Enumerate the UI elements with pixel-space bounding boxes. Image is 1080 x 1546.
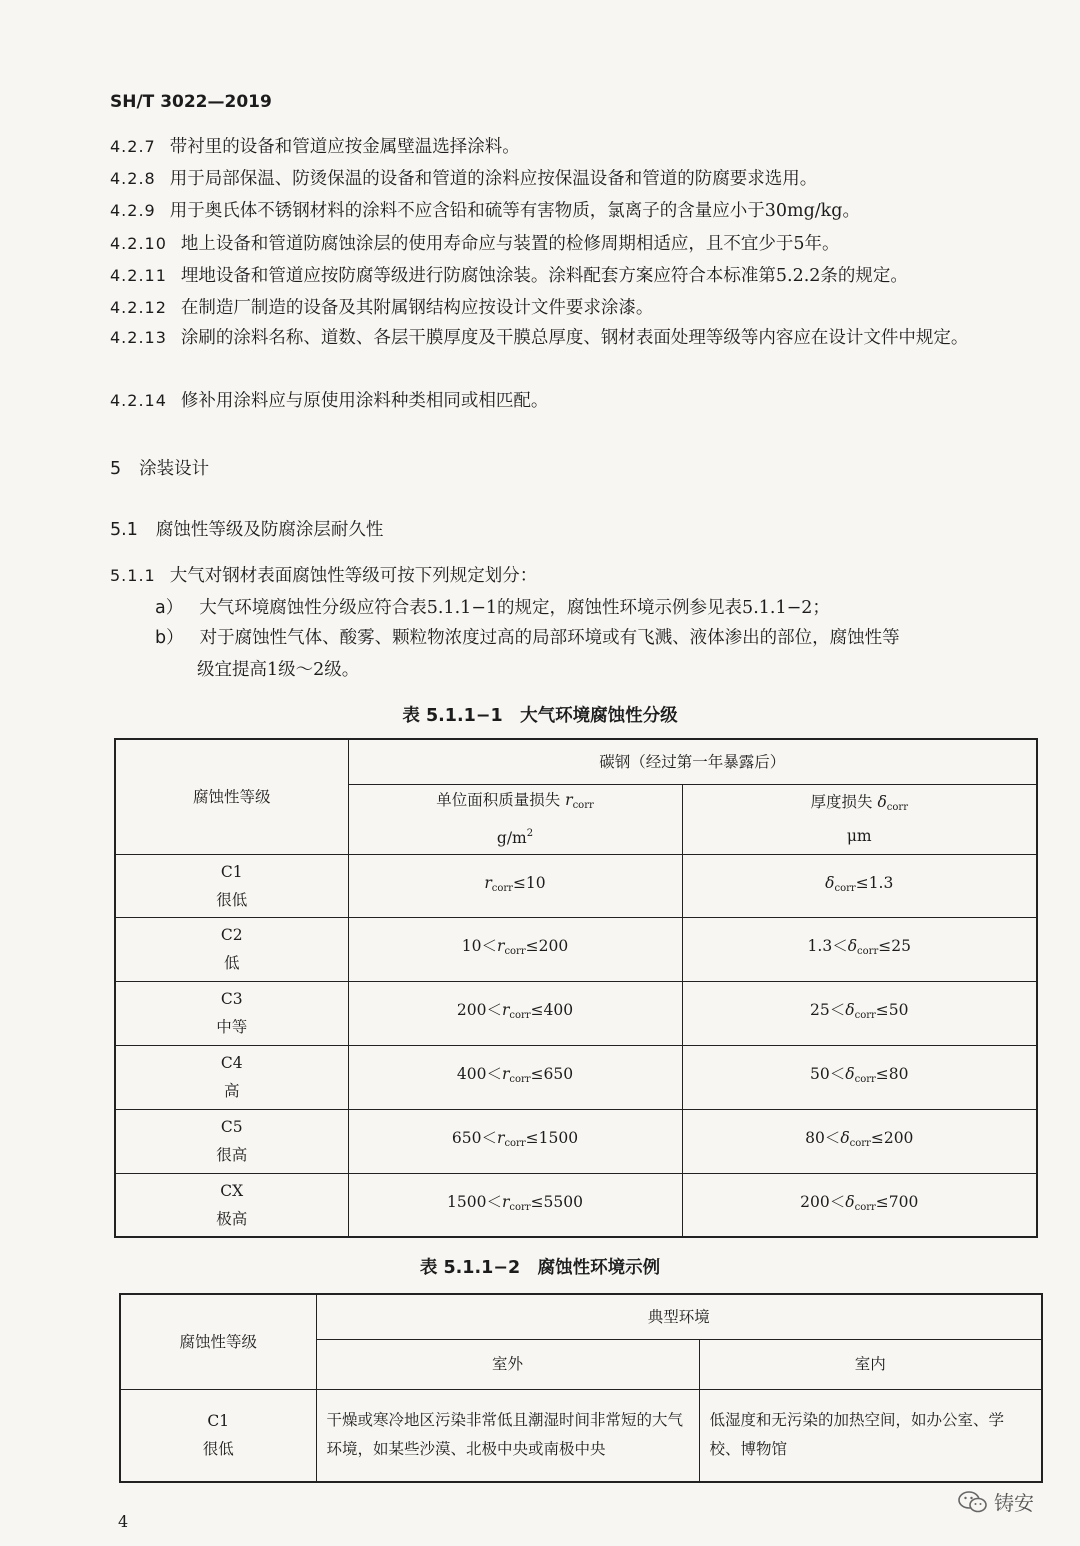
mass-loss-cell: $400<r_{corr}\le 650$ (348, 1045, 682, 1109)
mass-loss-unit-sup: 2 (526, 828, 534, 839)
thickness-loss-cell: $50<\delta_{corr}\le 80$ (682, 1045, 1037, 1109)
header-category: 腐蚀性等级 (115, 739, 348, 854)
clause-number: 4.2.7 (110, 137, 156, 156)
header-carbon-steel: 碳钢（经过第一年暴露后） (348, 739, 1037, 784)
clause-4-2-13 (110, 322, 1040, 354)
list-item-label: b） (155, 628, 184, 648)
table-row (115, 1173, 1037, 1237)
clause-text: 地上设备和管道防腐蚀涂层的使用寿命应与装置的检修周期相适应，且不宜少于5年。 (180, 234, 840, 254)
clause-text: 大气对钢材表面腐蚀性等级可按下列规定划分： (169, 566, 538, 586)
table-row (115, 1045, 1037, 1109)
clause-4-2-9 (110, 195, 1040, 227)
table-row (115, 917, 1037, 981)
clause-4-2-7 (110, 131, 1040, 163)
standard-code: SH/T 3022—2019 (110, 92, 272, 112)
section-number: 5 (110, 459, 122, 479)
category-cell (115, 917, 348, 981)
thickness-loss-unit: μm (846, 827, 872, 845)
table-row (115, 854, 1037, 917)
mass-loss-cell: $10<r_{corr}\le 200$ (348, 917, 682, 981)
thickness-loss-cell: $80<\delta_{corr}\le 200$ (682, 1109, 1037, 1173)
category-level: 很低 (202, 1440, 234, 1459)
clause-number: 4.2.10 (110, 234, 167, 253)
clause-text: 用于奥氏体不锈钢材料的涂料不应含铅和硫等有害物质，氯离子的含量应小于30mg/kg。 (169, 201, 860, 221)
header-thickness-loss (682, 784, 1037, 854)
category-code: C5 (220, 1118, 243, 1136)
list-item-a (155, 592, 830, 624)
wechat-icon (958, 1490, 988, 1514)
mass-loss-cell: $650<r_{corr}\le 1500$ (348, 1109, 682, 1173)
thickness-loss-cell: $25<\delta_{corr}\le 50$ (682, 981, 1037, 1045)
thickness-loss-symbol: δ (877, 793, 887, 811)
outdoor-cell: 干燥或寒冷地区污染非常低且潮湿时间非常短的大气环境，如某些沙漠、北极中央或南极中央 (316, 1389, 699, 1482)
section-title: 腐蚀性等级及防腐涂层耐久性 (155, 520, 384, 540)
watermark (958, 1487, 1034, 1516)
thickness-loss-cell: $200<\delta_{corr}\le 700$ (682, 1173, 1037, 1237)
clause-4-2-10 (110, 228, 1040, 260)
clause-number: 4.2.11 (110, 266, 167, 285)
category-code: C2 (220, 926, 243, 944)
table-row (120, 1389, 1042, 1482)
category-level: 极高 (216, 1209, 248, 1228)
mass-loss-cell: $1500<r_{corr}\le 5500$ (348, 1173, 682, 1237)
mass-loss-symbol: r (565, 791, 573, 809)
clause-number: 4.2.12 (110, 298, 167, 317)
section-5-1-heading (110, 516, 383, 541)
section-5-heading (110, 455, 209, 480)
mass-loss-unit: g/m (496, 829, 527, 847)
category-cell (115, 854, 348, 917)
category-level: 高 (223, 1082, 240, 1100)
category-code: C4 (220, 1054, 243, 1072)
mass-loss-cell: $200<r_{corr}\le 400$ (348, 981, 682, 1045)
clause-4-2-14 (110, 385, 1040, 417)
watermark-text: 铸安 (994, 1491, 1034, 1515)
category-level: 中等 (216, 1018, 248, 1036)
category-cell (115, 1109, 348, 1173)
header-typical-environment: 典型环境 (316, 1294, 1042, 1339)
table-2-title: 表 5.1.1−2 腐蚀性环境示例 (419, 1258, 661, 1278)
list-item-label: a） (155, 598, 184, 618)
clause-4-2-11 (110, 260, 1040, 292)
mass-loss-subscript: corr (572, 800, 594, 811)
thickness-loss-cell: $\delta_{corr}\le 1.3$ (682, 854, 1037, 917)
category-level: 很低 (216, 890, 248, 909)
category-cell (115, 1173, 348, 1237)
table-row (115, 1109, 1037, 1173)
clause-number: 4.2.8 (110, 169, 156, 188)
header-category: 腐蚀性等级 (120, 1294, 316, 1389)
clause-number: 4.2.14 (110, 391, 167, 410)
category-level: 低 (223, 954, 240, 972)
category-code: C1 (207, 1412, 230, 1431)
indoor-cell: 低湿度和无污染的加热空间，如办公室、学校、博物馆 (699, 1389, 1042, 1482)
category-level: 很高 (216, 1146, 248, 1164)
table-row (115, 981, 1037, 1045)
mass-loss-cell: $r_{corr}\le 10$ (348, 854, 682, 917)
section-title: 涂装设计 (139, 459, 210, 479)
thickness-loss-subscript: corr (886, 802, 908, 813)
clause-5-1-1 (110, 560, 1040, 592)
category-cell (120, 1389, 316, 1482)
thickness-loss-cell: $1.3<\delta_{corr}\le 25$ (682, 917, 1037, 981)
clause-4-2-12 (110, 292, 1040, 324)
category-code: C3 (220, 990, 243, 1008)
clause-number: 5.1.1 (110, 566, 156, 585)
clause-text: 埋地设备和管道应按防腐等级进行防腐蚀涂装。涂料配套方案应符合本标准第5.2.2条的规定。 (180, 266, 908, 286)
thickness-loss-label: 厚度损失 (810, 793, 878, 811)
category-cell (115, 1045, 348, 1109)
list-item-b (155, 622, 900, 654)
list-item-text: 对于腐蚀性气体、酸雾、颗粒物浓度过高的局部环境或有飞溅、液体渗出的部位，腐蚀性等 (199, 628, 900, 648)
section-number: 5.1 (110, 520, 138, 540)
clause-text: 带衬里的设备和管道应按金属壁温选择涂料。 (169, 137, 520, 157)
header-outdoor: 室外 (316, 1339, 699, 1389)
clause-text: 用于局部保温、防烫保温的设备和管道的涂料应按保温设备和管道的防腐要求选用。 (169, 169, 818, 189)
clause-text: 在制造厂制造的设备及其附属钢结构应按设计文件要求涂漆。 (180, 298, 654, 318)
environment-examples-table (119, 1293, 1043, 1483)
header-indoor: 室内 (699, 1339, 1042, 1389)
clause-text: 涂刷的涂料名称、道数、各层干膜厚度及干膜总厚度、钢材表面处理等级等内容应在设计文件中规定。 (180, 328, 969, 348)
clause-4-2-8 (110, 163, 1040, 195)
header-mass-loss (348, 784, 682, 854)
category-cell (115, 981, 348, 1045)
list-item-text: 大气环境腐蚀性分级应符合表5.1.1−1的规定，腐蚀性环境示例参见表5.1.1−2； (199, 598, 830, 618)
corrosivity-table (114, 738, 1038, 1238)
clause-text: 修补用涂料应与原使用涂料种类相同或相匹配。 (180, 391, 549, 411)
page-number: 4 (118, 1512, 129, 1531)
list-item-b-continuation: 级宜提高1级～2级。 (197, 660, 360, 680)
category-code: C1 (220, 862, 243, 881)
clause-number: 4.2.13 (110, 328, 167, 347)
mass-loss-label: 单位面积质量损失 (436, 791, 566, 809)
table-1-title: 表 5.1.1−1 大气环境腐蚀性分级 (402, 706, 678, 726)
category-code: CX (220, 1181, 244, 1200)
clause-number: 4.2.9 (110, 201, 156, 220)
